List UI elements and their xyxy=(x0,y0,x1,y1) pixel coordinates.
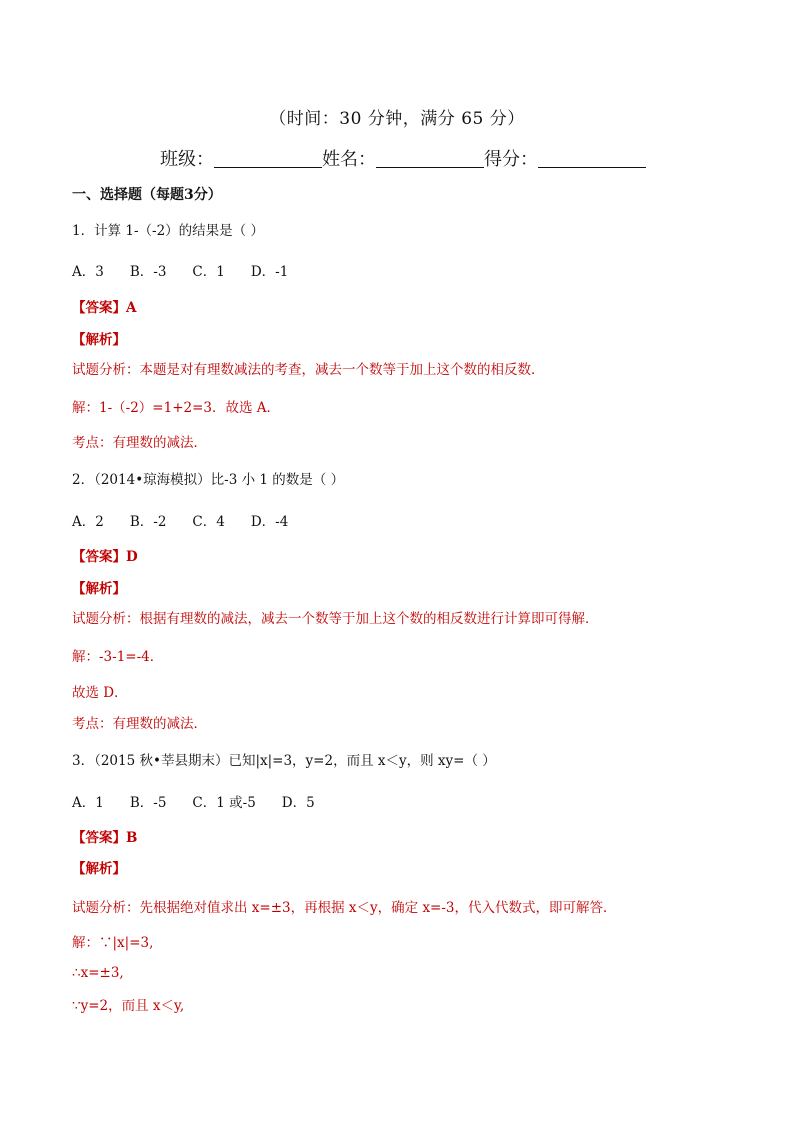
q2-options xyxy=(72,513,314,531)
class-blank[interactable] xyxy=(214,149,322,168)
time-info: （时间：30 分钟，满分 65 分） xyxy=(269,109,525,129)
class-label: 班级： xyxy=(160,149,214,170)
q2-answer: 【答案】D xyxy=(72,549,138,565)
q1-analysis: 试题分析：本题是对有理数减法的考查，减去一个数等于加上这个数的相反数． xyxy=(72,362,545,378)
q3-option-d: D．5 xyxy=(281,795,315,811)
name-label: 姓名： xyxy=(322,149,376,170)
q3-option-a: A．1 xyxy=(72,795,104,811)
q1-analysis-tag: 【解析】 xyxy=(72,332,126,348)
q3-solution-line-2: ∴x=±3, xyxy=(72,965,124,981)
q3-options xyxy=(72,794,341,812)
q3-stem: 3．（2015 秋•莘县期末）已知|x|=3，y=2，而且 x＜y，则 xy=（ ） xyxy=(72,753,496,769)
q2-point: 考点：有理数的减法． xyxy=(72,716,207,732)
score-blank[interactable] xyxy=(538,149,646,168)
q1-solution: 解：1-（-2）=1+2=3．故选 A． xyxy=(72,400,281,416)
q1-option-b: B．-3 xyxy=(129,264,167,280)
q2-stem: 2．（2014•琼海模拟）比-3 小 1 的数是（ ） xyxy=(72,472,345,488)
q2-option-c: C．4 xyxy=(192,514,225,530)
q1-option-c: C．1 xyxy=(192,264,225,280)
score-label: 得分： xyxy=(484,149,538,170)
q1-option-d: D．-1 xyxy=(250,264,289,280)
name-blank[interactable] xyxy=(376,149,484,168)
q2-choose: 故选 D． xyxy=(72,685,128,701)
q2-analysis: 试题分析：根据有理数的减法，减去一个数等于加上这个数的相反数进行计算即可得解． xyxy=(72,611,599,627)
q3-analysis: 试题分析：先根据绝对值求出 x=±3，再根据 x＜y，确定 x=-3，代入代数式，即可解答． xyxy=(72,900,617,916)
q2-solution: 解：-3-1=-4． xyxy=(72,649,164,665)
q3-solution-line-3: ∵y=2，而且 x＜y, xyxy=(72,998,185,1014)
q3-option-b: B．-5 xyxy=(129,795,167,811)
q2-option-d: D．-4 xyxy=(250,514,289,530)
section-title: 一、选择题（每题3分） xyxy=(72,187,222,203)
q1-option-a: A．3 xyxy=(72,264,104,280)
q3-solution-line-1: 解：∵|x|=3, xyxy=(72,935,154,951)
q2-option-b: B．-2 xyxy=(129,514,167,530)
q1-answer: 【答案】A xyxy=(72,300,137,316)
q2-option-a: A．2 xyxy=(72,514,104,530)
q3-answer: 【答案】B xyxy=(72,830,138,846)
q1-options xyxy=(72,263,314,281)
q1-point: 考点：有理数的减法． xyxy=(72,435,207,451)
q3-analysis-tag: 【解析】 xyxy=(72,861,126,877)
q1-stem: 1．计算 1-（-2）的结果是（ ） xyxy=(72,223,264,239)
student-info-line xyxy=(160,145,646,171)
q3-option-c: C．1 或-5 xyxy=(192,795,256,811)
q2-analysis-tag: 【解析】 xyxy=(72,581,126,597)
